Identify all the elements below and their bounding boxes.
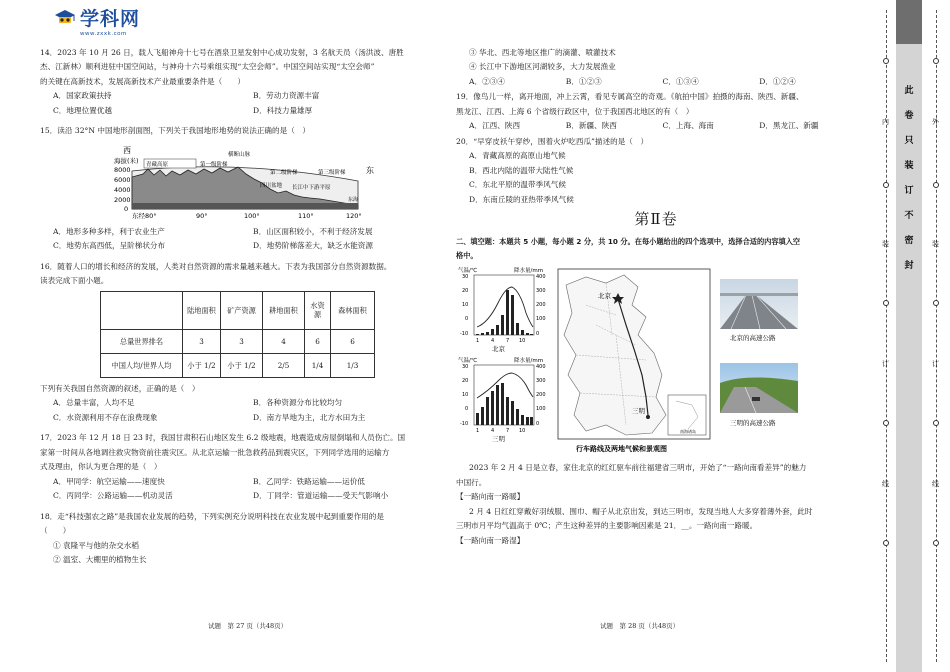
- q18-item: ① 袁隆平与他的杂交水稻: [53, 540, 139, 550]
- table-header-row: [101, 291, 375, 329]
- climate-map-svg: [456, 265, 801, 455]
- q15-option-a: A．地形多种多样，利于农业生产: [53, 226, 165, 236]
- q14-option-b: B．劳动力资源丰富: [253, 91, 320, 101]
- table-cell: 1/4: [305, 353, 331, 377]
- sm-month: 7: [506, 428, 510, 435]
- bj-precip-label: 降水量/mm: [514, 268, 544, 275]
- inner-dashed-line: [886, 10, 887, 662]
- table-header-cell: 耕地面积: [263, 291, 305, 329]
- question-17: [40, 433, 440, 505]
- profile-tibet-label: 青藏高原: [146, 161, 169, 168]
- q15-option-d: D．地势阶梯落差大，缺乏水能资源: [253, 241, 373, 251]
- sm-chart-name: 三明: [492, 435, 505, 444]
- q14-option-d: D．科技力量雄厚: [253, 105, 313, 115]
- q17-option-d: D．丁同学：管道运输——受天气影响小: [253, 491, 389, 501]
- bj-p-tick: 100: [536, 316, 546, 323]
- logo: [53, 9, 140, 39]
- q17-line: 式及理由，你认为更合理的是（ ）: [40, 462, 162, 472]
- q18-item: ② 温室、大棚里的植物生长: [53, 555, 147, 565]
- left-column: [40, 48, 440, 571]
- bj-p-tick: 0: [536, 331, 540, 338]
- fill-title: 二、填空题：本题共 5 小题，每小题 2 分，共 10 分。在每小题给出的四个选项中，选择合适的内容填入空: [456, 237, 801, 247]
- question-19: [456, 92, 856, 130]
- binding-char: 此: [904, 86, 914, 96]
- bj-month: 4: [491, 338, 495, 345]
- q15-stem: 15．读沿 32°N 中国地形剖面图，下列关于我国地形地势的说法正确的是（ ）: [40, 126, 310, 136]
- bj-t-tick: 20: [462, 288, 469, 295]
- sm-p-tick: 300: [536, 378, 546, 385]
- profile-lon: 90°: [196, 211, 208, 219]
- q19-line: 19．像鸟儿一样，离开地面，冲上云霄，看见专属高空的奇观。《航拍中国》拍摄的海南、陕西、新疆、: [456, 92, 804, 102]
- q19-option-b: B．新疆、陕西: [565, 121, 617, 131]
- q17-line: 17．2023 年 12 月 18 日 23 时，我国甘肃积石山地区发生 6.2 级地震，地震造成房屋倒塌和人员伤亡。国: [40, 433, 406, 443]
- q14-option-c: C．地理位置优越: [53, 105, 112, 115]
- binding-hole: [933, 420, 939, 426]
- binding-char: 卷: [904, 111, 914, 121]
- q17-option-c: C．丙同学：公路运输——机动灵活: [53, 491, 173, 501]
- q16-line: 读表完成下面小题。: [40, 276, 109, 286]
- binding-hole: [933, 300, 939, 306]
- table-cell: 4: [263, 329, 305, 353]
- bj-month: 7: [506, 338, 510, 345]
- table-cell: 6: [305, 329, 331, 353]
- table-cell: 3: [221, 329, 263, 353]
- question-15: [40, 126, 440, 255]
- profile-lon: 110°: [298, 211, 314, 219]
- q18-option-a: A．②③④: [469, 76, 505, 86]
- sm-precip-label: 降水量/mm: [514, 358, 544, 365]
- q19-option-c: C．上海、海南: [662, 121, 714, 131]
- para1: 2023 年 2 月 4 日是立春，家住北京的红红驱车前往福建省三明市，开始了“一路向南看差异”的魅力: [469, 463, 807, 473]
- table-header-cell: 森林面积: [331, 291, 375, 329]
- question-20: [456, 137, 856, 204]
- q14-option-a: A．国家政策扶持: [53, 91, 112, 101]
- profile-sichuan-label: 四川盆地: [260, 182, 283, 189]
- q18-item: ③ 华北、西北等地区推广的滴灌、喷灌技术: [469, 48, 616, 57]
- q15-option-b: B．山区面积较小，不利于经济发展: [253, 226, 373, 236]
- q20-option-c: C．东北平原的温带季风气候: [469, 180, 566, 190]
- inner-label: 线: [882, 480, 889, 488]
- profile-hengduan-label: 横断山脉: [228, 151, 251, 158]
- outer-dashed-line: [936, 10, 937, 662]
- q18-line: 18．走“科技强农之路”是我国农业发展的趋势，下列实例充分说明科技在农业发展中起到重要作用的是: [40, 511, 384, 521]
- binding-char: 只: [904, 136, 914, 146]
- sm-t-tick: 30: [462, 364, 469, 371]
- sm-p-tick: 200: [536, 392, 546, 399]
- outer-label: 装: [932, 240, 939, 248]
- q16-option-c: C．水资源利用不存在浪费现象: [53, 412, 158, 422]
- table-row: [101, 353, 375, 377]
- q14-line: 14．2023 年 10 月 26 日，载人飞船神舟十七号在酒泉卫星发射中心成功发射，3 名航天员（汤洪波、唐胜: [40, 48, 404, 57]
- inner-label: 订: [882, 360, 889, 368]
- table-cell: 3: [183, 329, 221, 353]
- binding-hole: [883, 300, 889, 306]
- bj-p-tick: 400: [536, 274, 546, 281]
- profile-plain-label: 长江中下游平原: [292, 184, 331, 191]
- bj-t-tick: -10: [460, 331, 469, 338]
- q20-option-d: D．东南丘陵的亚热带季风气候: [469, 194, 574, 204]
- binding-hole: [933, 58, 939, 64]
- outer-label: 外: [932, 118, 939, 126]
- table-header-cell: 水资源: [305, 291, 331, 329]
- para3: 2 月 4 日红红穿戴好羽绒服、围巾、帽子从北京出发，到达三明市，发现当地人大多穿着薄外套，此时: [469, 506, 813, 516]
- photo1-caption: 北京的高速公路: [730, 334, 776, 343]
- profile-step3-label: 第三级阶梯: [318, 169, 346, 176]
- q18-option-b: B．①②③: [565, 76, 602, 86]
- table-header-cell: 陆地面积: [183, 291, 221, 329]
- sm-month: 1: [476, 428, 480, 435]
- footer-left: 试题 第 27 页（共48页）: [208, 622, 288, 630]
- profile-tick: 6000: [114, 175, 131, 184]
- profile-west-label: 西: [123, 145, 131, 155]
- para4: 三明市月平均气温高于 0℃；产生这种差异的主要影响因素是 21．__。一路向南一路暖。: [456, 521, 758, 531]
- table-cell: 小于 1/2: [221, 353, 263, 377]
- profile-tick: 2000: [114, 195, 131, 204]
- bj-t-tick: 10: [462, 302, 469, 309]
- resource-table: [100, 291, 375, 378]
- profile-lon: 东经80°: [132, 211, 157, 219]
- table-cell: 6: [331, 329, 375, 353]
- question-14: [40, 48, 440, 120]
- binding-hole: [933, 182, 939, 188]
- q15-option-c: C．地势东高西低，呈阶梯状分布: [53, 241, 166, 251]
- q16-option-b: B．各种资源分布比较均匀: [253, 398, 343, 408]
- route-climate-figure: [456, 265, 801, 455]
- table-row: [101, 329, 375, 353]
- bj-month: 10: [519, 338, 526, 345]
- sm-temp-label: 气温/℃: [458, 358, 478, 365]
- map-sanming-label: 三明: [632, 407, 645, 416]
- sm-month: 4: [491, 428, 495, 435]
- binding-hole: [883, 58, 889, 64]
- sm-t-tick: 10: [462, 392, 469, 399]
- bj-month: 1: [476, 338, 480, 345]
- binding-dark-band: [896, 0, 922, 44]
- section-title: 第Ⅱ卷: [634, 210, 678, 229]
- binding-char: 密: [904, 236, 914, 246]
- q20-option-b: B．西北内陆的温带大陆性气候: [469, 165, 574, 175]
- question-18-continued: [456, 48, 856, 86]
- q19-line: 黑龙江、江西、上海 6 个省级行政区中，位于我国西北地区的有（ ）: [456, 106, 694, 116]
- fill-title: 格中。: [456, 251, 478, 261]
- table-cell: 小于 1/2: [183, 353, 221, 377]
- table-header-cell: [101, 291, 183, 329]
- sub-heading: 【一路向南一路湿】: [456, 535, 525, 545]
- q17-line: 家第一时间从各地调往救灾物资前往震灾区。从北京运输一批急救药品到震灾区，下列同学选用的运输方: [40, 447, 390, 457]
- bj-p-tick: 300: [536, 288, 546, 295]
- q20-option-a: A．青藏高原的高原山地气候: [469, 151, 566, 161]
- q18-item: ④ 长江中下游地区河湖较多，大力发展渔业: [469, 62, 616, 72]
- para2: 中国行。: [456, 477, 487, 487]
- sub-heading: 【一路向南一路暖】: [456, 492, 525, 502]
- q14-line: 杰、江新林）顺利进驻中国空间站，与神舟十六号乘组实现“太空会师”。中国空间站实现“太空会师”: [40, 62, 375, 72]
- sm-t-tick: 0: [465, 406, 469, 413]
- q16-question: 下列有关我国自然资源的叙述，正确的是（ ）: [40, 383, 200, 393]
- sm-t-tick: 20: [462, 378, 469, 385]
- sm-p-tick: 400: [536, 364, 546, 371]
- bj-p-tick: 200: [536, 302, 546, 309]
- binding-notice: [896, 86, 922, 286]
- binding-hole: [883, 540, 889, 546]
- terrain-profile-chart: [48, 141, 388, 219]
- q17-option-a: A．甲同学：航空运输——速度快: [53, 476, 165, 486]
- profile-step1-label: 第一级阶梯: [200, 161, 228, 168]
- sm-t-tick: -10: [460, 421, 469, 428]
- binding-hole: [883, 420, 889, 426]
- map-beijing-label: 北京: [598, 292, 611, 301]
- profile-sea-label: 东海: [348, 196, 359, 203]
- profile-tick: 8000: [114, 165, 131, 174]
- table-header-cell: 矿产资源: [221, 291, 263, 329]
- table-cell: 1/3: [331, 353, 375, 377]
- profile-tick: 0: [124, 204, 129, 213]
- binding-char: 订: [904, 186, 914, 196]
- profile-step2-label: 第二级阶梯: [270, 169, 298, 176]
- table-cell: 总量世界排名: [101, 329, 183, 353]
- q18-option-d: D．①②④: [759, 76, 796, 86]
- outer-label: 订: [932, 360, 939, 368]
- binding-char: 不: [904, 211, 914, 221]
- binding-hole: [883, 182, 889, 188]
- right-column: [456, 48, 856, 550]
- q19-option-a: A．江西、陕西: [469, 121, 521, 131]
- bj-t-tick: 30: [462, 274, 469, 281]
- profile-ylabel: 海拔(米): [114, 156, 139, 165]
- graduation-cap-icon: [53, 9, 77, 29]
- question-18: [40, 512, 440, 565]
- q16-line: 16．随着人口的增长和经济的发展，人类对自然资源的需求量越来越大。下表为我国部分自然资源数据。: [40, 261, 392, 271]
- profile-lon: 100°: [244, 211, 260, 219]
- q16-option-d: D．南方旱地为主，北方水田为主: [253, 412, 366, 422]
- profile-tick: 4000: [114, 185, 131, 194]
- bj-t-tick: 0: [465, 316, 469, 323]
- bj-chart-name: 北京: [492, 345, 505, 354]
- table-cell: 中国人均/世界人均: [101, 353, 183, 377]
- q19-option-d: D．黑龙江、新疆: [759, 121, 819, 131]
- q17-option-b: B．乙同学：铁路运输——运价低: [253, 476, 365, 486]
- inner-label: 装: [882, 240, 889, 248]
- profile-east-label: 东: [366, 165, 374, 175]
- sm-p-tick: 0: [536, 421, 540, 428]
- sm-month: 10: [519, 428, 526, 435]
- q18-option-c: C．①③④: [662, 76, 699, 86]
- map-inset-label: 南海诸岛: [680, 429, 696, 435]
- binding-char: 封: [904, 261, 914, 271]
- table-cell: 2/5: [263, 353, 305, 377]
- q14-line: 的关键在高新技术，发展高新技术产业最重要条件是（ ）: [40, 76, 246, 86]
- outer-label: 线: [932, 480, 939, 488]
- question-16: [40, 262, 440, 427]
- footer-right: 试题 第 28 页（共48页）: [600, 622, 680, 630]
- photo2-caption: 三明的高速公路: [730, 419, 776, 428]
- bj-temp-label: 气温/℃: [458, 268, 478, 275]
- binding-char: 装: [904, 161, 914, 171]
- inner-label: 内: [882, 118, 889, 126]
- q16-option-a: A．总量丰富，人均不足: [53, 398, 135, 408]
- logo-name: 学科网: [80, 8, 141, 30]
- q18-line: （ ）: [40, 526, 71, 536]
- figure-caption: 行车路线及两地气候和景观图: [576, 445, 667, 454]
- q20-stem: 20．“早穿皮袄午穿纱，围着火炉吃西瓜”描述的是（ ）: [456, 136, 649, 146]
- profile-lon: 120°: [346, 211, 362, 219]
- binding-hole: [933, 540, 939, 546]
- logo-url: www.zxxk.com: [80, 31, 127, 37]
- sm-p-tick: 100: [536, 406, 546, 413]
